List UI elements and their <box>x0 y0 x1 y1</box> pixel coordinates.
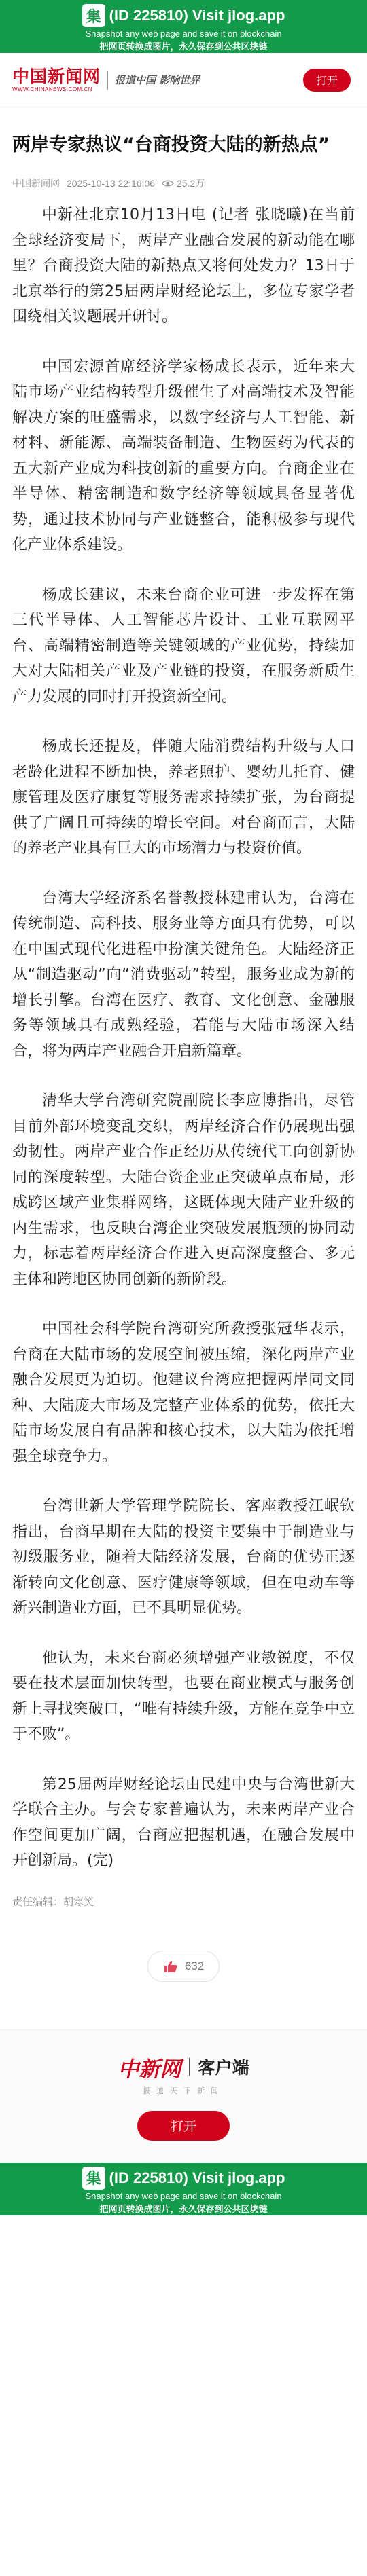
jlog-title[interactable]: (ID 225810) Visit jlog.app <box>109 2169 285 2186</box>
article-source[interactable]: 中国新闻网 <box>12 178 60 189</box>
jlog-banner-bottom[interactable] <box>0 2163 367 2215</box>
thumbs-up-icon <box>163 1959 178 1974</box>
article-paragraph: 台湾世新大学管理学院院长、客座教授江岷钦指出，台商早期在大陆的投资主要集中于制造业与初级服务业，随着大陆经济发展，台商的优势正逐渐转向文化创意、医疗健康等领域，但在电动车等新兴制造业方面，已不具明显优势。 <box>12 1498 355 1617</box>
jlog-title[interactable]: (ID 225810) Visit jlog.app <box>109 7 285 24</box>
like-button[interactable] <box>147 1951 220 1982</box>
article-body <box>12 202 355 1874</box>
article-paragraph: 第25届两岸财经论坛由民建中央与台湾世新大学联合主办。与会专家普遍认为，未来两岸产业合作空间更加广阔，台商应把握机遇，在融合发展中开创新局。(完) <box>12 1775 355 1869</box>
open-app-button-bottom[interactable]: 打开 <box>137 2111 230 2141</box>
jlog-logo-icon: 集 <box>82 4 105 27</box>
article-datetime: 2025-10-13 22:16:06 <box>67 178 155 189</box>
article-paragraph: 杨成长还提及，伴随大陆消费结构升级与人口老龄化进程不断加快，养老照护、婴幼儿托育、健康管理及医疗康复等服务需求持续扩张，为台商提供了广阔且可持续的增长空间。对台商而言，大陆的养老产业具有巨大的市场潜力与投资价值。 <box>12 738 355 857</box>
article-paragraph: 他认为，未来台商必须增强产业敏锐度，不仅要在技术层面加快转型，也要在商业模式与服务创新上寻找突破口，“唯有持续升级，方能在竞争中立于不败”。 <box>12 1649 355 1743</box>
promo-tagline: 报道天下新闻 <box>143 2086 224 2095</box>
article-paragraph: 中国宏源首席经济学家杨成长表示，近年来大陆市场产业结构转型升级催生了对高端技术及智能解决方案的旺盛需求，以数字经济与人工智能、新材料、新能源、高端装备制造、生物医药为代表的五大新产业成为科技创新的重要方向。台商企业在半导体、精密制造和数字经济等领域具备显著优势，通过技术协同与产业链整合，能积极参与现代化产业体系建设。 <box>12 358 355 553</box>
jlog-tagline-en: Snapshot any web page and save it on blockchain <box>85 29 282 39</box>
jlog-tagline-cn: 把网页转换成图片，永久保存到公共区块链 <box>99 2204 268 2215</box>
article <box>0 130 367 1982</box>
logo-text: 中国新闻网 <box>12 67 101 87</box>
eye-icon <box>162 179 174 187</box>
article-title: 两岸专家热议“台商投资大陆的新热点” <box>12 134 330 155</box>
jlog-logo-icon: 集 <box>82 2167 105 2190</box>
site-slogan: 报道中国 影响世界 <box>115 74 200 86</box>
jlog-tagline-en: Snapshot any web page and save it on blockchain <box>85 2190 282 2201</box>
jlog-banner-top[interactable] <box>0 0 367 53</box>
app-promo <box>0 2029 367 2163</box>
jlog-tagline-cn: 把网页转换成图片，永久保存到公共区块链 <box>99 42 268 52</box>
open-app-button[interactable]: 打开 <box>303 69 351 92</box>
logo-divider <box>107 71 108 90</box>
article-paragraph: 台湾大学经济系名誉教授林建甫认为，台湾在传统制造、高科技、服务业等方面具有优势，可以在中国式现代化进程中扮演关键角色。大陆经济正从“制造驱动”向“消费驱动”转型，服务业成为新的增长引擎。台湾在医疗、教育、文化创意、金融服务等领域具有成熟经验，若能与大陆市场深入结合，将为两岸产业融合开启新篇章。 <box>12 889 355 1060</box>
promo-divider <box>189 2058 190 2076</box>
article-meta <box>12 175 355 191</box>
site-header <box>0 53 367 107</box>
article-paragraph: 中新社北京10月13日电 (记者 张晓曦)在当前全球经济变局下，两岸产业融合发展的新动能在哪里？台商投资大陆的新热点又将何处发力？13日于北京举行的第25届两岸财经论坛上，多位专家学者围绕相关议题展开研讨。 <box>12 206 355 325</box>
site-logo[interactable] <box>12 67 101 92</box>
promo-logo: 中新网 <box>118 2057 181 2082</box>
promo-client-label: 客户端 <box>198 2058 249 2078</box>
logo-url: WWW.CHINANEWS.COM.CN <box>12 86 92 92</box>
article-paragraph: 杨成长建议，未来台商企业可进一步发挥在第三代半导体、人工智能芯片设计、工业互联网平台、高端精密制造等关键领域的产业优势，持续加大对大陆相关产业及产业链的投资，在服务新质生产力发展的同时打开投资新空间。 <box>12 586 355 705</box>
article-paragraph: 清华大学台湾研究院副院长李应博指出，尽管目前外部环境变乱交织，两岸经济合作仍展现出强劲韧性。两岸产业合作正经历从传统代工向创新协同的深度转型。大陆台资企业正突破单点布局，形成跨区域产业集群网络，这既体现大陆产业升级的内生需求，也反映台湾企业突破发展瓶颈的协同动力，标志着两岸经济合作进入更高深度整合、多元主体和跨地区协同创新的新阶段。 <box>12 1092 355 1288</box>
article-paragraph: 中国社会科学院台湾研究所教授张冠华表示，台商在大陆市场的发展空间被压缩，深化两岸产业融合发展更为迫切。他建议台湾应把握两岸同文同种、大陆庞大市场及完整产业体系的优势，依托大陆市场发展自有品牌和核心技术，以大陆为依托增强全球竞争力。 <box>12 1321 355 1465</box>
view-count: 25.2万 <box>177 178 205 189</box>
editor-credit: 责任编辑：胡寒笑 <box>12 1895 94 1908</box>
like-count: 632 <box>184 1959 205 1972</box>
